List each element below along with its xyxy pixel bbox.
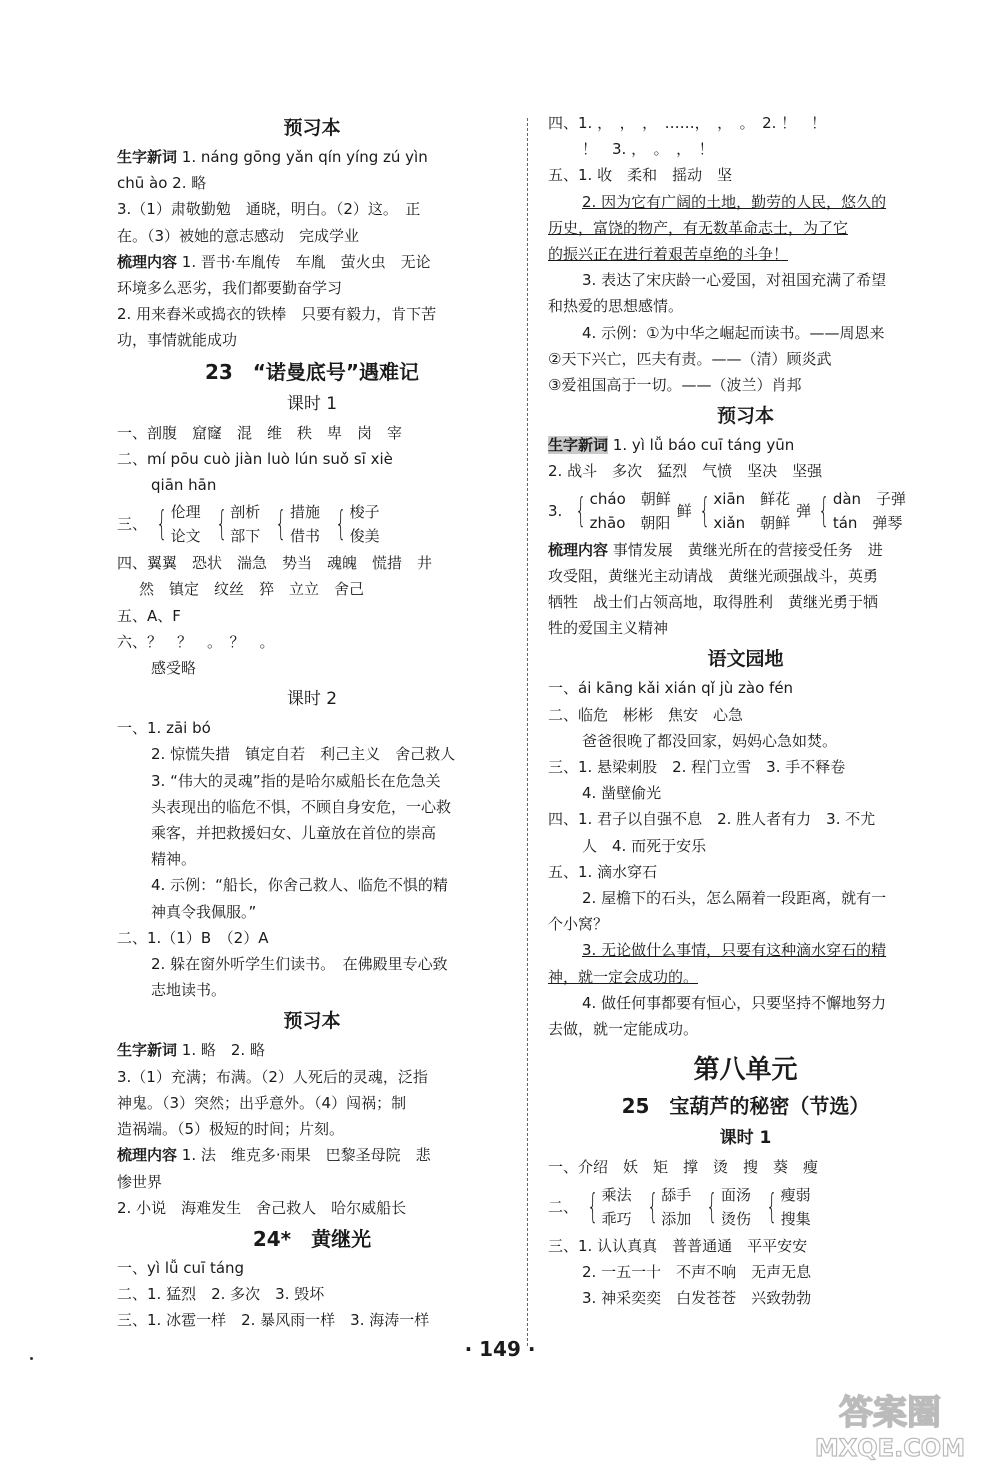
answer-line: ！ 3. ， 。 ， ！ xyxy=(582,140,714,159)
answer-line: 造祸端。（5）极短的时间；片刻。 xyxy=(117,1120,345,1139)
answer-line: 在。（3）被她的意志感动 完成学业 xyxy=(117,226,360,245)
answer-line: 3.（1）肃敬勤勉 通晓，明白。（2）这。 正 xyxy=(117,200,421,219)
answer-line: 四、翼翼 恐状 湍急 势当 魂魄 慌措 井 xyxy=(117,554,433,573)
brace-group: { cháo 朝鲜 zhāo 朝阳 xyxy=(575,489,671,532)
answer-line: 神，就一定会成功的。 xyxy=(548,967,699,986)
watermark-url: MXQE.COM xyxy=(814,1434,966,1462)
answer-line: 3. 无论做什么事情，只要有这种滴水穿石的精 xyxy=(582,941,887,960)
answer-line: 2. 一五一十 不声不响 无声无息 xyxy=(582,1262,812,1281)
answer-line: 乘客，并把救援妇女、儿童放在首位的崇高 xyxy=(151,824,437,843)
answer-line: 一、yì lǚ cuī táng xyxy=(117,1258,245,1277)
section-title: 预习本 xyxy=(716,405,774,428)
brace-group: { 乘法 乖巧 xyxy=(587,1185,632,1228)
answer-line: 的振兴正在进行着艰苦卓绝的斗争！ xyxy=(548,245,789,264)
brace-group: { 措施 借书 xyxy=(275,503,320,546)
answer-line: 志地读书。 xyxy=(151,981,227,1000)
answer-line: 去做，就一定能成功。 xyxy=(548,1020,699,1039)
column-divider xyxy=(527,118,528,1346)
brace-group: { 伦理 论文 xyxy=(156,503,201,546)
answer-line: 五、1. 滴水穿石 xyxy=(548,862,658,881)
answer-line: 4. 凿壁偷光 xyxy=(582,784,662,803)
answer-line: qiān hān xyxy=(151,476,217,495)
section-title: 预习本 xyxy=(283,1010,341,1033)
answer-line: 然 镇定 纹丝 猝 立立 舍己 xyxy=(139,580,365,599)
answer-line: 环境多么恶劣，我们都要勤奋学习 xyxy=(117,279,343,298)
answer-line: 2. 战斗 多次 猛烈 气愤 坚决 坚强 xyxy=(548,462,823,481)
answer-line: 梳理内容 1. 晋书·车胤传 车胤 萤火虫 无论 xyxy=(117,252,431,271)
answer-line: 3. 表达了宋庆龄一心爱国，对祖国充满了希望 xyxy=(582,271,887,290)
answer-line: 惨世界 xyxy=(117,1172,163,1191)
answer-line: 三、1. 悬梁刺股 2. 程门立雪 3. 手不释卷 xyxy=(548,758,846,777)
brace-group: { 舔手 添加 xyxy=(647,1185,692,1228)
answer-line: 攻受阻，黄继光主动请战 黄继光顽强战斗，英勇 xyxy=(548,566,879,585)
answer-line: 2. 屋檐下的石头，怎么隔着一段距离，就有一 xyxy=(582,889,887,908)
answer-line: 神鬼。（3）突然；出乎意外。（4）闯祸；制 xyxy=(117,1093,407,1112)
answer-line: ③爱祖国高于一切。——（波兰）肖邦 xyxy=(548,376,802,395)
answer-line: 爸爸很晚了都没回家，妈妈心急如焚。 xyxy=(582,731,838,750)
lesson-title: 25 宝葫芦的秘密（节选） xyxy=(621,1094,870,1119)
answer-line: 生字新词 1. 略 2. 略 xyxy=(117,1041,265,1060)
label: 梳理内容 xyxy=(548,540,609,559)
brace-group: { 瘦弱 搜集 xyxy=(766,1185,811,1228)
answer-line: 3.（1）充满；布满。（2）人死后的灵魂，泛指 xyxy=(117,1067,428,1086)
label: 生字新词 xyxy=(117,1041,178,1060)
answer-line: 五、A、F xyxy=(117,606,181,625)
answer-line: 牺牲 战士们占领高地，取得胜利 黄继光勇于牺 xyxy=(548,593,879,612)
answer-line: 2. 因为它有广阔的土地，勤劳的人民，悠久的 xyxy=(582,192,887,211)
answer-line: 神真令我佩服。” xyxy=(151,902,257,921)
answer-line: 一、ái kāng kǎi xián qǐ jù zào fén xyxy=(548,679,794,698)
answer-line: 精神。 xyxy=(151,850,197,869)
brace-group: { xiān 鲜花 xiǎn 朝鲜 xyxy=(699,489,791,532)
brace-group: { 面汤 烫伤 xyxy=(706,1185,751,1228)
brace-group-row: 二、 { 乘法 乖巧 { 舔手 添加 { 面汤 烫伤 { 瘦弱 搜集 xyxy=(548,1183,943,1231)
answer-line: 五、1. 收 柔和 摇动 坚 xyxy=(548,166,733,185)
brace-group: { dàn 子弹 tán 弹琴 xyxy=(818,489,907,532)
answer-line: 2. 小说 海难发生 舍己救人 哈尔威船长 xyxy=(117,1198,407,1217)
answer-line: 三、1. 冰雹一样 2. 暴风雨一样 3. 海涛一样 xyxy=(117,1311,430,1330)
answer-line: chū ào 2. 略 xyxy=(117,174,207,193)
lesson-title: 24* 黄继光 xyxy=(252,1226,372,1251)
answer-line: 梳理内容 事情发展 黄继光所在的营接受任务 进 xyxy=(548,540,883,559)
label: 生字新词 xyxy=(548,436,609,455)
section-title: 语文园地 xyxy=(707,648,784,671)
answer-line: 二、1. 猛烈 2. 多次 3. 毁坏 xyxy=(117,1285,325,1304)
answer-line: 四、1. ， ， ， ……， ， 。 2. ！ ！ xyxy=(548,114,827,132)
stray-dot xyxy=(30,1357,33,1360)
answer-line: 二、mí pōu cuò jiàn luò lún suǒ sī xiè xyxy=(117,449,393,468)
answer-line: 生字新词 1. yì lǚ báo cuī táng yūn xyxy=(548,436,795,455)
page-number: · 149 · xyxy=(464,1337,536,1361)
brace-group: { 剖析 部下 xyxy=(216,503,261,546)
answer-line: 梳理内容 1. 法 维克多·雨果 巴黎圣母院 悲 xyxy=(117,1146,431,1165)
brace-group-row: 3. { cháo 朝鲜 zhāo 朝阳 鲜 { xiān 鲜花 xiǎn 朝鲜 弹 { dàn 子弹 tán 弹琴 xyxy=(548,487,943,535)
answer-line: 一、剖腹 窟窿 混 维 秩 卑 岗 宰 xyxy=(117,423,403,442)
answer-line: 二、1.（1）B （2）A xyxy=(117,928,269,947)
watermark-text: 答案圈 xyxy=(839,1393,941,1433)
lesson-title: 23 “诺曼底号”遇难记 xyxy=(204,359,420,384)
answer-line: 4. 做任何事都要有恒心，只要坚持不懈地努力 xyxy=(582,993,887,1012)
lesson-subtitle: 课时 1 xyxy=(286,393,338,414)
answer-line: 头表现出的临危不惧，不顾自身安危，一心救 xyxy=(151,797,452,816)
answer-line: 个小窝？ xyxy=(548,915,609,934)
brace-group-row: 三、 { 伦理 论文 { 剖析 部下 { 措施 借书 { 梭子 俊美 xyxy=(117,500,507,548)
answer-line: 感受略 xyxy=(151,659,197,678)
right-column xyxy=(548,110,943,1311)
answer-line: 二、临危 彬彬 焦安 心急 xyxy=(548,705,744,724)
answer-line: 2. 惊慌失措 镇定自若 利己主义 舍己救人 xyxy=(151,745,456,764)
answer-line: 历史，富饶的物产，有无数革命志士，为了它 xyxy=(548,218,849,237)
watermark-logo xyxy=(800,1382,980,1462)
brace-group: { 梭子 俊美 xyxy=(335,503,380,546)
answer-line: 4. 示例：①为中华之崛起而读书。——周恩来 xyxy=(582,323,885,342)
answer-line: 一、介绍 妖 矩 撑 烫 搜 葵 瘦 xyxy=(548,1158,819,1177)
unit-title: 第八单元 xyxy=(693,1055,798,1086)
lesson-subtitle: 课时 1 xyxy=(719,1128,772,1149)
answer-line: 2. 用来舂米或捣衣的铁棒 只要有毅力，肯下苦 xyxy=(117,305,437,324)
answer-line: 2. 躲在窗外听学生们读书。 在佛殿里专心致 xyxy=(151,955,448,974)
answer-line: ②天下兴亡，匹夫有责。——（清）顾炎武 xyxy=(548,349,832,368)
answer-line: 人 4. 而死于安乐 xyxy=(582,836,707,855)
label: 梳理内容 xyxy=(117,252,178,271)
answer-line: 3. 神采奕奕 白发苍苍 兴致勃勃 xyxy=(582,1288,812,1307)
section-title: 预习本 xyxy=(283,117,341,139)
answer-line: 六、？ ？ 。 ？ 。 xyxy=(117,632,275,651)
answer-line: 4. 示例：“船长，你舍己救人、临危不惧的精 xyxy=(151,876,448,895)
label: 梳理内容 xyxy=(117,1146,178,1165)
answer-line: 3. “伟大的灵魂”指的是哈尔威船长在危急关 xyxy=(151,771,441,790)
answer-line: 和热爱的思想感情。 xyxy=(548,297,684,316)
answer-line: 四、1. 君子以自强不息 2. 胜人者有力 3. 不尤 xyxy=(548,810,876,829)
lesson-subtitle: 课时 2 xyxy=(286,689,338,710)
answer-line: 三、1. 认认真真 普普通通 平平安安 xyxy=(548,1236,808,1255)
left-column xyxy=(117,110,507,1334)
answer-line: 牲的爱国主义精神 xyxy=(548,619,669,638)
answer-line: 一、1. zāi bó xyxy=(117,719,211,738)
answer-line: 功，事情就能成功 xyxy=(117,331,238,350)
label: 生字新词 xyxy=(117,148,178,166)
answer-line: 生字新词 1. náng gōng yǎn qín yíng zú yìn xyxy=(117,148,428,166)
